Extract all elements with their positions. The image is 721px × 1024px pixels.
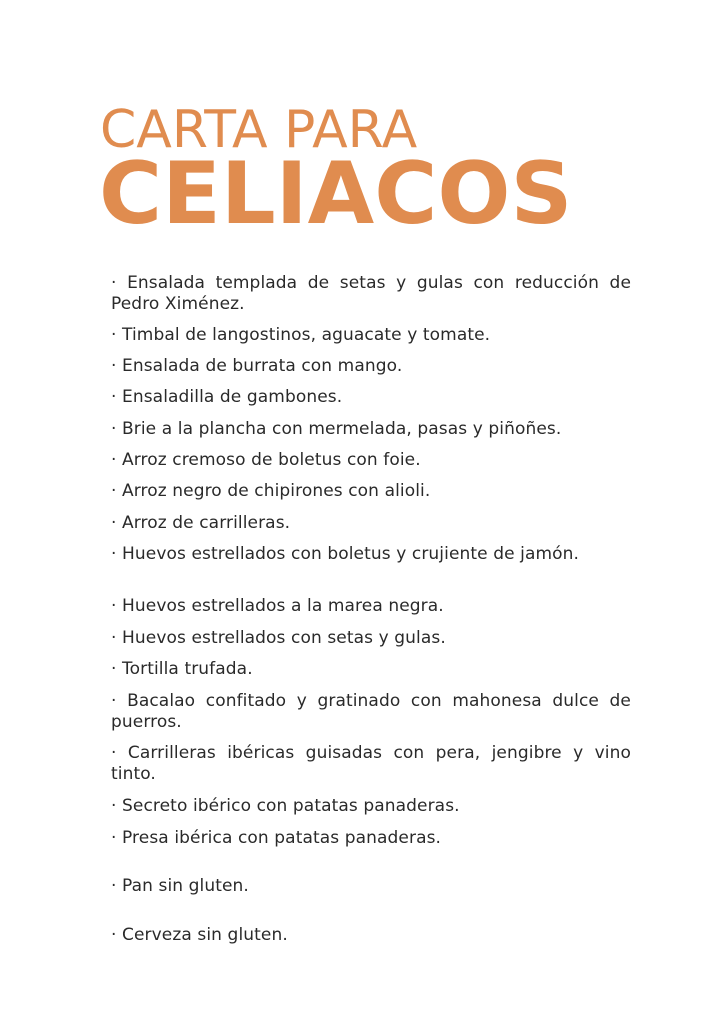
menu-item: · Ensalada templada de setas y gulas con reducción de Pedro Ximénez. xyxy=(111,273,631,314)
menu-item: · Arroz de carrilleras. xyxy=(111,513,291,533)
menu-item: · Secreto ibérico con patatas panaderas. xyxy=(111,796,460,816)
menu-item: · Huevos estrellados con boletus y crujiente de jamón. xyxy=(111,544,580,564)
menu-item: · Presa ibérica con patatas panaderas. xyxy=(111,828,442,848)
menu-item: · Arroz cremoso de boletus con foie. xyxy=(111,450,421,470)
menu-item: · Cerveza sin gluten. xyxy=(111,925,288,945)
menu-item: · Ensaladilla de gambones. xyxy=(111,387,343,407)
menu-item: · Huevos estrellados a la marea negra. xyxy=(111,596,444,616)
menu-item: · Tortilla trufada. xyxy=(111,659,253,679)
title-carta-para: CARTA PARA xyxy=(100,100,418,160)
menu-item: · Ensalada de burrata con mango. xyxy=(111,356,403,376)
menu-item: · Arroz negro de chipirones con alioli. xyxy=(111,481,431,501)
menu-item: · Carrilleras ibéricas guisadas con pera, jengibre y vino tinto. xyxy=(111,743,631,784)
menu-item: · Bacalao confitado y gratinado con mahonesa dulce de puerros. xyxy=(111,691,631,732)
menu-item: · Brie a la plancha con mermelada, pasas y piñoñes. xyxy=(111,419,562,439)
menu-item: · Timbal de langostinos, aguacate y tomate. xyxy=(111,325,491,345)
menu-item: · Pan sin gluten. xyxy=(111,876,249,896)
menu-item: · Huevos estrellados con setas y gulas. xyxy=(111,628,446,648)
title-celiacos: CELIACOS xyxy=(99,144,573,244)
